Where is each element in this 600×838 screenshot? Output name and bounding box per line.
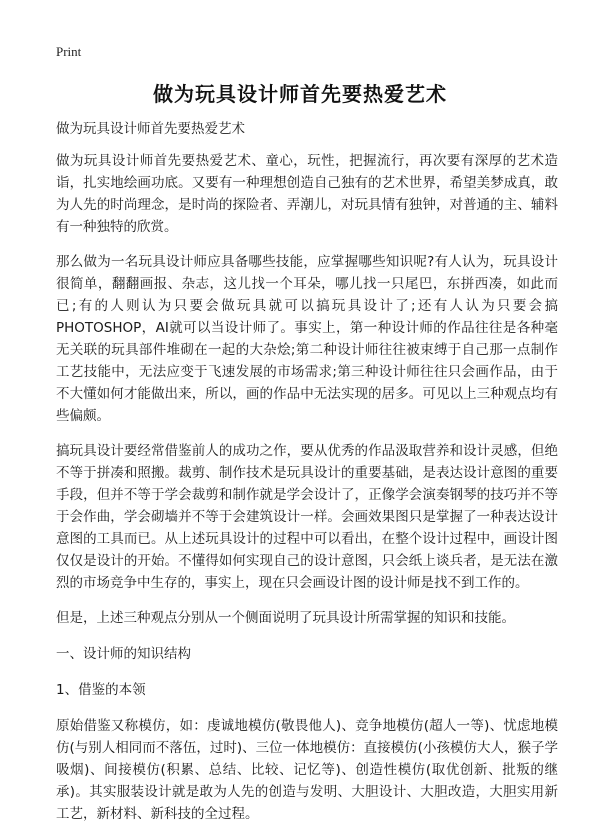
document-title: 做为玩具设计师首先要热爱艺术 (153, 82, 447, 106)
paragraph-summary: 但是，上述三种观点分别从一个侧面说明了玩具设计所需掌握的知识和技能。 (56, 610, 515, 626)
paragraph-skills: 那么做为一名玩具设计师应具备哪些技能，应掌握哪些知识呢?有人认为，玩具设计很简单，翻翻画报、杂志，这儿找一个耳朵，哪儿找一只尾巴，东拼西凑，如此而已;有的人则认为只要会做玩具就可以搞玩具设计了;还有人认为只要会搞PHOTOSHOP，AI就可以当设计师了。事实上，第一种设计师的作品往往是各种毫无关联的玩具部件堆砌在一起的大杂烩;第二种设计师往往被束缚于自己那一点制作工艺技能中，无法应变于飞速发展的市场需求;第三种设计师往往只会画作品，由于不大懂如何才能做出来，所以，画的作品中无法实现的居多。可见以上三种观点均有些偏颇。 (56, 254, 558, 424)
section-heading: 一、设计师的知识结构 (56, 646, 191, 662)
subsection-heading: 1、借鉴的本领 (56, 682, 146, 698)
paragraph-intro: 做为玩具设计师首先要热爱艺术、童心，玩性，把握流行，再次要有深厚的艺术造诣，扎实地绘画功底。又要有一种理想创造自己独有的艺术世界，希望美梦成真，敢为人先的时尚理念，是时尚的探险者、弄潮儿，对玩具情有独钟，对普通的主、辅料有一种独特的欣赏。 (56, 153, 558, 235)
paragraph-reference: 搞玩具设计要经常借鉴前人的成功之作，要从优秀的作品汲取营养和设计灵感，但绝不等于拼凑和照搬。裁剪、制作技术是玩具设计的重要基础，是表达设计意图的重要手段，但并不等于学会裁剪和制作就是学会设计了，正像学会演奏钢琴的技巧并不等于会作曲，学会砌墙并不等于会建筑设计一样。会画效果图只是掌握了一种表达设计意图的工具而已。从上述玩具设计的过程中可以看出，在整个设计过程中，画设计图仅仅是设计的开始。不懂得如何实现自己的设计意图，只会纸上谈兵者，是无法在激烈的市场竞争中生存的，事实上，现在只会画设计图的设计师是找不到工作的。 (56, 443, 558, 591)
print-link[interactable]: Print (56, 44, 82, 59)
paragraph-imitation: 原始借鉴又称模仿，如：虔诚地模仿(敬畏他人)、竞争地模仿(超人一等)、忧虑地模仿(与别人相同而不落伍，过时)、三位一体地模仿：直接模仿(小孩模仿大人，猴子学吸烟)、间接模仿(积累、总结、比较、记忆等)、创造性模仿(取优创新、批叛的继承)。其实服装设计就是敢为人先的创造与发明、大胆设计、大胆改造，大胆实用新工艺，新材料、新科技的全过程。 (56, 718, 558, 822)
document-subtitle: 做为玩具设计师首先要热爱艺术 (56, 121, 245, 137)
document-body (56, 118, 558, 838)
